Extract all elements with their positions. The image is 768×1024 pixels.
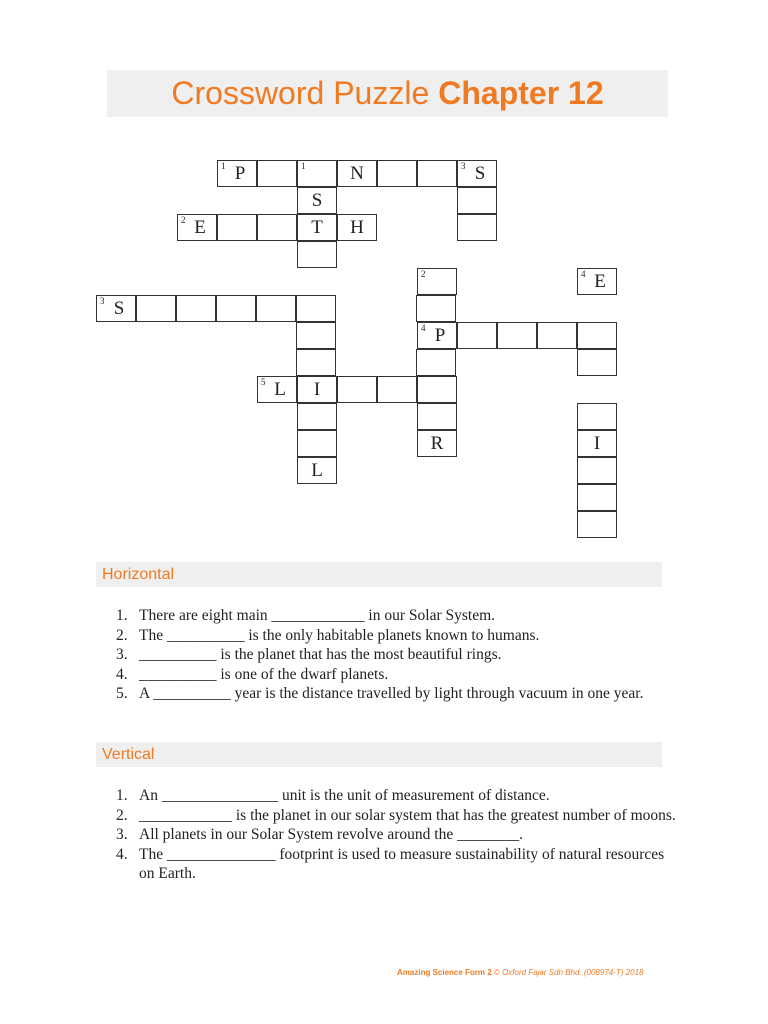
clue-item [108, 626, 678, 646]
clue-index: 3. [116, 646, 128, 664]
cell-letter: R [430, 433, 444, 454]
grid-cell [136, 295, 176, 322]
grid-cell [377, 376, 417, 403]
cell-letter: E [194, 217, 206, 238]
cell-letter: L [311, 460, 323, 481]
grid-cell [577, 403, 617, 430]
clue-number: 3 [461, 161, 466, 171]
grid-cell [497, 322, 537, 349]
clue-text: An _______________ unit is the unit of measurement of distance. [139, 787, 550, 804]
grid-cell [217, 214, 257, 241]
cell-letter: E [594, 271, 606, 292]
grid-cell [577, 511, 617, 538]
clue-text: ____________ is the planet in our solar system that has the greatest number of moons. [139, 806, 676, 824]
grid-cell [457, 214, 497, 241]
horizontal-clues [108, 606, 678, 704]
cell-letter: S [113, 298, 125, 319]
grid-cell [297, 403, 337, 430]
clue-item [108, 786, 678, 806]
clue-item [108, 684, 678, 704]
grid-cell [417, 430, 457, 457]
clue-text: __________ is one of the dwarf planets. [139, 665, 389, 683]
clue-number: 1 [221, 161, 226, 171]
clue-number: 4 [421, 323, 426, 333]
clue-index: 2. [116, 806, 128, 824]
grid-cell [96, 295, 136, 322]
clue-index: 4. [116, 665, 128, 683]
grid-cell [257, 214, 297, 241]
footer-copyright: © Oxford Fajar Sdn Bhd. (008974-T) 2018 [493, 968, 644, 977]
cell-letter: L [274, 379, 286, 400]
clue-text: All planets in our Solar System revolve around the ________. [139, 826, 523, 844]
grid-cell [256, 295, 296, 322]
clue-item [108, 825, 678, 845]
grid-cell [176, 295, 216, 322]
clue-index: 4. [116, 845, 128, 863]
clue-number: 5 [261, 377, 266, 387]
grid-cell [297, 160, 337, 187]
grid-cell [177, 214, 217, 241]
footer-credit [397, 968, 643, 977]
cell-letter: S [474, 163, 486, 184]
grid-cell [297, 241, 337, 268]
cell-letter: I [593, 433, 601, 454]
grid-cell [457, 187, 497, 214]
grid-cell [297, 214, 337, 241]
cell-letter: I [313, 379, 321, 400]
grid-cell [577, 457, 617, 484]
grid-cell [417, 376, 457, 403]
clue-item [108, 645, 678, 665]
clue-text: The ______________ footprint is used to measure sustainability of natural resources on Earth. [139, 845, 665, 883]
grid-cell [457, 160, 497, 187]
clue-number: 1 [301, 161, 306, 171]
vertical-clues [108, 786, 678, 884]
cell-letter: S [311, 190, 323, 211]
clue-text: There are eight main ____________ in our Solar System. [139, 607, 496, 624]
clue-index: 1. [116, 787, 128, 804]
grid-cell [417, 160, 457, 187]
grid-cell [337, 214, 377, 241]
clue-item [108, 606, 678, 626]
grid-cell [577, 322, 617, 349]
clue-index: 1. [116, 607, 128, 624]
grid-cell [296, 295, 336, 322]
clue-number: 3 [100, 296, 105, 306]
clue-number: 4 [581, 269, 586, 279]
grid-cell [577, 430, 617, 457]
grid-cell [257, 160, 297, 187]
grid-cell [577, 268, 617, 295]
vertical-heading: Vertical [96, 742, 662, 767]
grid-cell [537, 322, 577, 349]
grid-cell [416, 349, 456, 376]
grid-cell [296, 322, 336, 349]
clue-text: A __________ year is the distance travelled by light through vacuum in one year. [139, 685, 644, 703]
cell-letter: P [434, 325, 446, 346]
grid-cell [337, 160, 377, 187]
title-prefix: Crossword Puzzle [171, 75, 430, 111]
grid-cell [417, 403, 457, 430]
clue-item [108, 806, 678, 826]
grid-cell [416, 295, 456, 322]
grid-cell [257, 376, 297, 403]
grid-cell [296, 349, 336, 376]
cell-letter: H [350, 217, 364, 238]
clue-number: 2 [421, 269, 426, 279]
grid-cell [297, 376, 337, 403]
clue-text: The __________ is the only habitable planets known to humans. [139, 626, 540, 644]
clue-item [108, 845, 678, 884]
grid-cell [577, 484, 617, 511]
clue-item [108, 665, 678, 685]
grid-cell [297, 187, 337, 214]
horizontal-heading: Horizontal [96, 562, 662, 587]
clue-text: __________ is the planet that has the most beautiful rings. [139, 646, 502, 664]
clue-index: 5. [116, 685, 128, 703]
clue-index: 3. [116, 826, 128, 844]
grid-cell [297, 457, 337, 484]
clue-index: 2. [116, 626, 128, 644]
cell-letter: P [234, 163, 246, 184]
grid-cell [216, 295, 256, 322]
grid-cell [217, 160, 257, 187]
grid-cell [457, 322, 497, 349]
grid-cell [377, 160, 417, 187]
clue-number: 2 [181, 215, 186, 225]
grid-cell [297, 430, 337, 457]
cell-letter: N [350, 163, 364, 184]
grid-cell [417, 322, 457, 349]
title-chapter: Chapter 12 [438, 75, 604, 111]
cell-letter: T [311, 217, 323, 238]
grid-cell [577, 349, 617, 376]
grid-cell [337, 376, 377, 403]
grid-cell [417, 268, 457, 295]
footer-book: Amazing Science Form 2 [397, 968, 492, 977]
